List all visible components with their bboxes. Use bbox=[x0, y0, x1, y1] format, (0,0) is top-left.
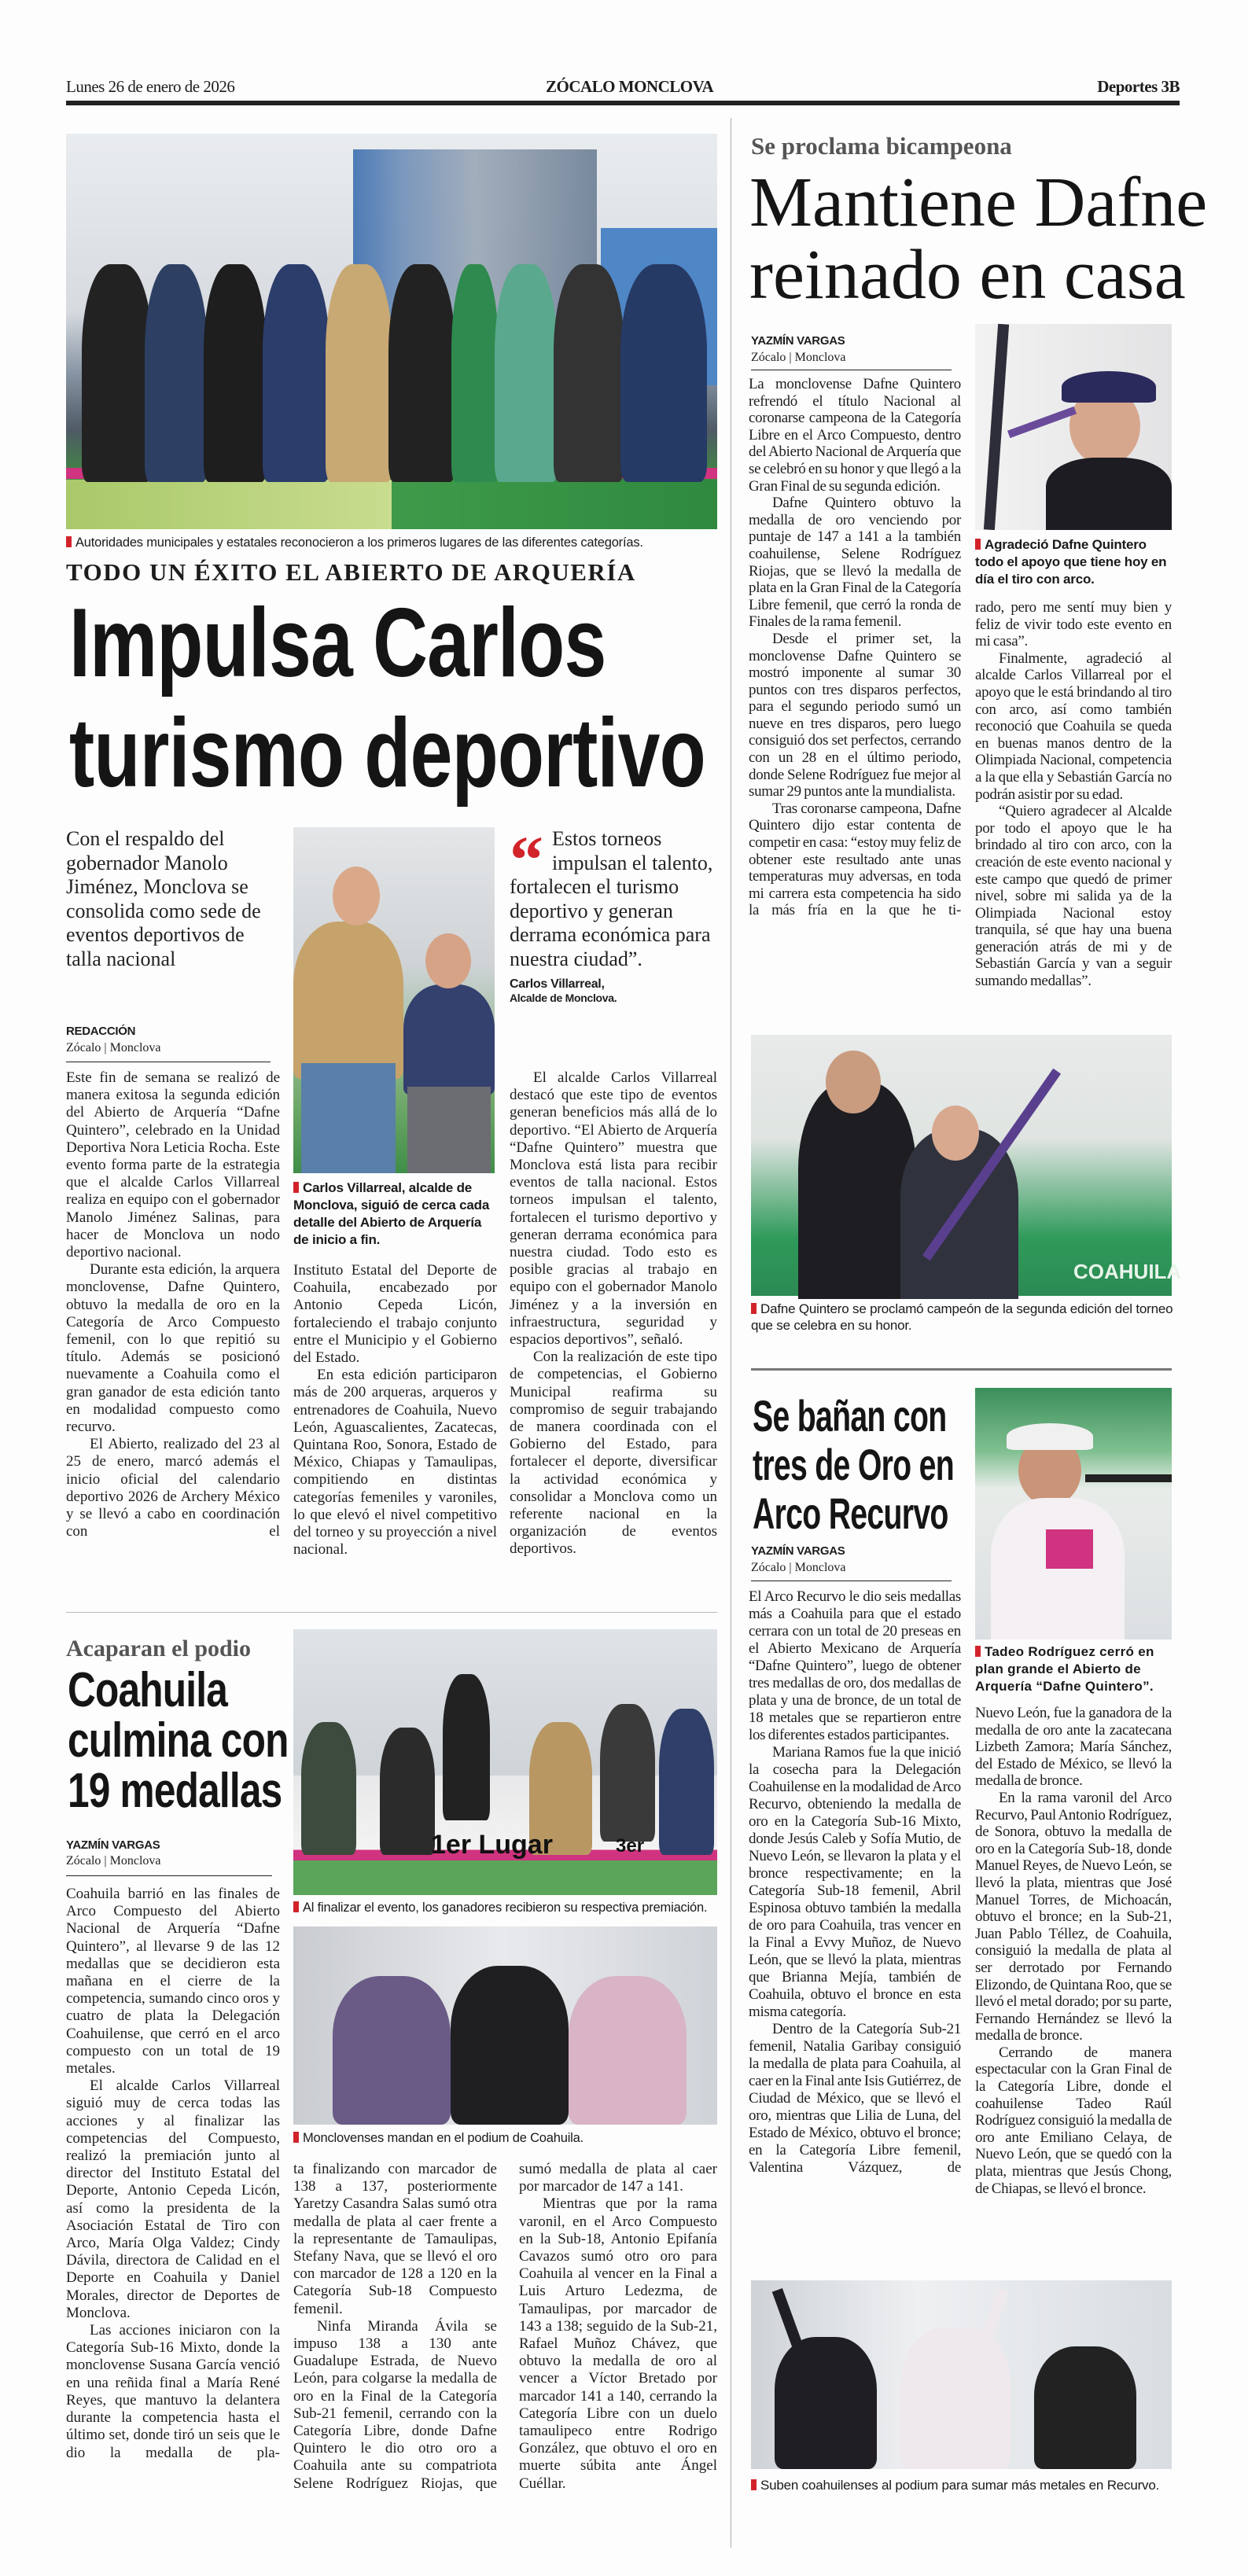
caption-marker-icon bbox=[66, 536, 72, 547]
podium-photo-caption bbox=[293, 1900, 734, 1916]
caption-text: Suben coahuilenses al podium para sumar más metales en Recurvo. bbox=[760, 2478, 1160, 2493]
headline-line: 19 medallas bbox=[68, 1764, 282, 1818]
podio-headline bbox=[68, 1665, 289, 1816]
caption-text: Agradeció Dafne Quintero todo el apoyo que tiene hoy en día el tiro con arco. bbox=[975, 537, 1167, 587]
paragraph: Mientras que por la rama varonil, en el Arco Compuesto en la Sub-18, Antonio Epifanía Cavazos sumó otro oro para Coahuila al vencer en la Final a Luis Arturo Ledezma, de Tamaulipas, por marcador de 143 a 138; seguido de la Sub-21, Rafael Muñoz Chávez, que obtuvo la medalla de oro al vencer a Víctor Bretado por marcador 141 a 140, cerrando la Categoría Libre con un duelo tamaulipeco entre Rodrigo González, que obtuvo el oro en muerte súbita ante Ángel Cuéllar. bbox=[519, 2195, 717, 2492]
paragraph: En esta edición participaron más de 200 arqueras, arqueros y entrenadores de Coahuila, Nuevo León, Aguascalientes, Zacatecas, Quintana Roo, Sonora, Estado de México, Chiapas y Tamaulipas, compitiendo en distintas categorías femeniles y varoniles, lo que elevó el nivel competitivo del torneo y su proyección a nivel nacional. bbox=[293, 1367, 497, 1558]
headline-line: reinado en casa bbox=[749, 236, 1186, 314]
recurvo-headline bbox=[753, 1392, 954, 1538]
section-page: Deportes 3B bbox=[1097, 77, 1180, 96]
paragraph: Cerrando de manera espectacular con la Gran Final de la Categoría Libre, donde el coahuilense Tadeo Raúl Rodríguez consiguió la medalla de oro ante Emiliano Celaya, de Nuevo León, que se quedó con la plata, mientras que Jesús Chong, de Chiapas, se llevó el bronce. bbox=[975, 2044, 1172, 2197]
page-date: Lunes 26 de enero de 2026 bbox=[66, 77, 235, 96]
main-col-1 bbox=[66, 1069, 280, 1540]
quote-text: Estos torneos impulsan el talento, fortalecen el turismo deportivo y generan derrama económica para nuestra ciudad”. bbox=[510, 827, 713, 970]
paragraph: Ninfa Miranda Ávila se impuso 138 a 130 ante Guadalupe Estrada, de Nuevo León, para colgarse la medalla de oro en la Final de la Categoría Sub-21 femenil, cerrando con la Categoría Libre, donde Dafne Quintero le dio otro oro a Coahuila ante su compatriota Selene Rodríguez Riojas, que bbox=[293, 2317, 497, 2492]
tadeo-photo bbox=[975, 1388, 1172, 1639]
quote-role: Alcalde de Monclova. bbox=[510, 992, 617, 1004]
monclovenses-photo-caption bbox=[293, 2130, 734, 2147]
paragraph: ta finalizando con marcador de 138 a 137, posteriormente Yaretzy Casandra Salas sumó otra medalla de plata al caer frente a la representante de Tamaulipas, Stefany Nava, que se llevó el oro con marcador de 128 a 120 en la Categoría Sub-18 Compuesto femenil. bbox=[293, 2161, 497, 2317]
pull-quote bbox=[510, 822, 717, 1004]
dafne-archer-photo bbox=[975, 324, 1172, 530]
headline-line: Arco Recurvo bbox=[753, 1489, 948, 1538]
paragraph: Nuevo León, fue la ganadora de la medalla de oro ante la zacatecana Lizbeth Zamora; María Sánchez, del Estado de México, se llevó la medalla de bronce. bbox=[975, 1705, 1172, 1790]
main-headline bbox=[69, 588, 705, 808]
byline-place: Zócalo | Monclova bbox=[751, 351, 846, 364]
paragraph: Instituto Estatal del Deporte de Coahuila, encabezado por Antonio Cepeda Licón, fortaleciendo el trabajo conjunto entre el Municipio y el Gobierno del Estado. bbox=[293, 1262, 497, 1367]
byline-author: YAZMÍN VARGAS bbox=[751, 334, 845, 348]
photo-banner-text: COAHUILA bbox=[1073, 1260, 1182, 1283]
newspaper-name: ZÓCALO MONCLOVA bbox=[546, 77, 714, 96]
caption-marker-icon bbox=[975, 1646, 981, 1657]
podium-photo bbox=[293, 1629, 717, 1895]
paragraph: Tras coronarse campeona, Dafne Quintero dijo estar contenta de competir en casa: “estoy muy feliz de obtener este resultado ante unas temperaturas muy adversas, en toda mi carrera esta competencia ha sido la más fría en la que he ti- bbox=[749, 800, 961, 919]
byline-author: REDACCIÓN bbox=[66, 1025, 136, 1038]
caption-text: Carlos Villarreal, alcalde de Monclova, siguió de cerca cada detalle del Abierto de Arquería de inicio a fin. bbox=[293, 1180, 490, 1247]
section-title: TODO UN ÉXITO EL ABIERTO DE ARQUERÍA bbox=[66, 558, 636, 586]
caption-marker-icon bbox=[975, 539, 981, 550]
recurvo-podium-photo bbox=[751, 2280, 1172, 2469]
paragraph: El alcalde Carlos Villarreal destacó que este tipo de eventos generan beneficios más allá de lo deportivo. “El Abierto de Arquería “Dafne Quintero” muestra que Monclova está lista para recibir eventos de talla nacional. Estos torneos impulsan el talento, fortalecen el turismo deportivo y generan derrama económica para nuestra ciudad. Todo esto es posible gracias al trabajo en equipo con el gobernador Manolo Jiménez y a la inversión en infraestructura, seguridad y espacios deportivos”, señaló. bbox=[510, 1069, 717, 1349]
headline-line: Se bañan con bbox=[753, 1391, 947, 1441]
paragraph: En la rama varonil del Arco Recurvo, Paul Antonio Rodríguez, de Sonora, obtuvo la medalla de oro en la Categoría Sub-18, donde Manuel Reyes, de Nuevo León, se llevó la plata, mientras que José Manuel Torres, de Michoacán, obtuvo el bronce; en la Sub-21, Juan Pablo Téllez, de Coahuila, consiguió la medalla de plata al ser derrotado por Fernando Elizondo, de Quintana Roo, que se llevó el metal dorado; por su parte, Fernando Hernández se llevó la medalla de bronce. bbox=[975, 1789, 1172, 2044]
mayor-photo bbox=[293, 827, 495, 1173]
main-col-2 bbox=[293, 1262, 497, 1558]
caption-text: Al finalizar el evento, los ganadores recibieron su respectiva premiación. bbox=[303, 1901, 708, 1915]
dafne-headline bbox=[749, 164, 1208, 314]
paragraph: Durante esta edición, la arquera monclovense, Dafne Quintero, obtuvo la medalla de oro en la Categoría de Arco Compuesto femenil, con lo que repitió su título. Además se posicionó nuevamente a Coahuila como el gran ganador de esta edición tanto en modalidad compuesto como recurvo. bbox=[66, 1261, 280, 1436]
paragraph: Coahuila barrió en las finales de Arco Compuesto del Abierto Nacional de Arquería “Dafne Quintero”, al llevarse 9 de las 12 medallas que se decidieron esta mañana en el cierre de la competencia, sumando cinco oros y cuatro de plata la Delegación Coahuilense, que cerró en el arco compuesto con un total de 19 metales. bbox=[66, 1886, 280, 2077]
byline-place: Zócalo | Monclova bbox=[66, 1854, 161, 1868]
paragraph: La monclovense Dafne Quintero refrendó el título Nacional al coronarse campeona de la Categoría Libre en el Arco Compuesto, dentro del Abierto Nacional de Arquería que se celebró en su honor y que llegó a la Gran Final de su segunda edición. bbox=[749, 376, 962, 495]
headline-line: turismo deportivo bbox=[69, 699, 705, 808]
paragraph: Dentro de la Categoría Sub-21 femenil, Natalia Garibay consiguió la medalla de plata para Coahuila, al caer en la Final ante Isis Gutiérrez, de Ciudad de México, que se llevó el oro, mientras que Lilia de Luna, del Estado de México, obtuvo el bronce; en la Categoría Libre femenil, Valentina Vázquez, de bbox=[749, 2021, 961, 2176]
podium-third-label: 3er bbox=[616, 1835, 645, 1857]
byline-author: YAZMÍN VARGAS bbox=[751, 1544, 845, 1558]
tadeo-photo-caption bbox=[975, 1643, 1172, 1695]
main-col-3 bbox=[510, 1069, 717, 1558]
paragraph: El Arco Recurvo le dio seis medallas más a Coahuila para que el estado cerrara con un total de 20 preseas en el Abierto Mexicano de Arquería “Dafne Quintero”, luego de obtener tres medallas de oro, dos medallas de plata y una de bronce, de un total de 18 metales que se repartieron entre los diferentes estados participantes. bbox=[749, 1588, 961, 1743]
dafne-celebration-caption bbox=[751, 1301, 1176, 1334]
recurvo-col-b bbox=[975, 1705, 1172, 2197]
dafne-archer-caption bbox=[975, 536, 1172, 588]
quote-author: Carlos Villarreal, bbox=[510, 977, 605, 991]
group-photo bbox=[66, 134, 717, 529]
caption-text: Dafne Quintero se proclamó campeón de la segunda edición del torneo que se celebra en su honor. bbox=[751, 1301, 1173, 1333]
podio-col-3 bbox=[519, 2161, 717, 2493]
group-photo-caption bbox=[66, 535, 717, 551]
byline-rule bbox=[66, 1875, 272, 1876]
headline-line: tres de Oro en bbox=[753, 1440, 954, 1489]
dafne-kicker: Se proclama bicampeona bbox=[751, 132, 1012, 160]
deck: Con el respaldo del gobernador Manolo Jiménez, Monclova se consolida como sede de eventos deportivos de talla nacional bbox=[66, 827, 261, 970]
podio-kicker: Acaparan el podio bbox=[66, 1636, 252, 1662]
paragraph: Con la realización de este tipo de competencias, el Gobierno Municipal reafirma su compromiso de seguir trabajando de manera coordinada con el Gobierno del Estado, para fortalecer el deporte, diversificar la actividad económica y consolidar a Monclova como un referente nacional en la organización de eventos deportivos. bbox=[510, 1349, 717, 1558]
headline-line: Impulsa Carlos bbox=[69, 589, 606, 697]
mayor-photo-caption bbox=[293, 1179, 496, 1249]
paragraph: Las acciones iniciaron con la Categoría Sub-16 Mixto, donde la monclovense Susana García venció en una reñida final a María René Reyes, que mantuvo la delantera durante la competencia hasta el último set, donde tiró un seis que le dio la medalla de pla- bbox=[66, 2322, 280, 2461]
caption-text: Monclovenses mandan en el podium de Coahuila. bbox=[303, 2131, 584, 2145]
podium-first-label: 1er Lugar bbox=[431, 1830, 553, 1860]
paragraph: Desde el primer set, la monclovense Dafne Quintero se mostró imponente al sumar 30 puntos con tres disparos perfectos, para el segundo periodo sumó un nueve en tres disparos, pero luego consiguió dos set perfectos, cerrando con un 28 en el último periodo, donde Selene Rodríguez fue mejor al sumar 29 puntos ante la mundialista. bbox=[749, 630, 961, 800]
paragraph: Este fin de semana se realizó de manera exitosa la segunda edición del Abierto de Arquería “Dafne Quintero”, celebrado en la Unidad Deportiva Nora Leticia Rocha. Este evento forma parte de la estrategia que el alcalde Carlos Villarreal realiza en equipo con el gobernador Manolo Jiménez Salinas, para hacer de Monclova un nodo deportivo nacional. bbox=[66, 1069, 280, 1261]
recurvo-podium-caption bbox=[751, 2477, 1176, 2493]
caption-marker-icon bbox=[293, 1901, 299, 1912]
paragraph: Dafne Quintero obtuvo la medalla de oro venciendo por puntaje de 147 a 141 a la también coahuilense, Selene Rodríguez Riojas, que se llevó la medalla de plata en la Gran Final de la Categoría Libre femenil, que cerró la ronda de Finales de la rama femenil. bbox=[749, 495, 961, 631]
quote-icon: “ bbox=[510, 822, 543, 897]
dafne-col-b bbox=[975, 599, 1172, 990]
paragraph: El Abierto, realizado del 23 al 25 de enero, marcó además el inicio oficial del calendario deportivo 2026 de Archery México y se llevó a cabo en coordinación con el bbox=[66, 1436, 280, 1540]
header-rule bbox=[66, 101, 1180, 105]
podio-col-2 bbox=[293, 2161, 497, 2493]
caption-text: Autoridades municipales y estatales reconocieron a los primeros lugares de las diferentes categorías. bbox=[75, 535, 643, 550]
byline-author: YAZMÍN VARGAS bbox=[66, 1838, 160, 1852]
section-rule bbox=[751, 1368, 1172, 1371]
byline-place: Zócalo | Monclova bbox=[66, 1041, 161, 1054]
headline-line: Coahuila bbox=[68, 1663, 228, 1717]
caption-marker-icon bbox=[293, 1182, 299, 1193]
dafne-celebration-photo bbox=[751, 1035, 1182, 1296]
paragraph: “Quiero agradecer al Alcalde por todo el apoyo que le ha brindado al tiro con arco, con la creación de este evento nacional y este campo que quedó de primer nivel, sobre mi salida ya de la Olimpiada Nacional estoy tranquila, sé que hay una buena generación atrás de mi y de Sebastián García y van a seguir sumando medallas”. bbox=[975, 803, 1172, 990]
section-rule bbox=[66, 1612, 717, 1613]
podio-col-1 bbox=[66, 1886, 280, 2462]
paragraph: rado, pero me sentí muy bien y feliz de vivir todo este evento en mi casa”. bbox=[975, 599, 1172, 650]
paragraph: Mariana Ramos fue la que inició la cosecha para la Delegación Coahuilense en la modalidad de Arco Recurvo, obteniendo la medalla de oro en la Categoría Sub-16 Mixto, donde Jesús Caleb y Sofía Mutio, de Nuevo León, se llevaron la plata y el bronce respectivamente; en la Categoría Sub-18 femenil, Abril Espinosa obtuvo también la medalla de oro para Coahuila, tras vencer en la Final a Evvy Muñoz, de Nuevo León, que se llevó la plata, mientras que Brianna Mejía, también de Coahuila, obtuvo el bronce en esta misma categoría. bbox=[749, 1744, 961, 2020]
paragraph: El alcalde Carlos Villarreal siguió muy de cerca todas las acciones y al finalizar las competencias del Compuesto, realizó la premiación junto al director del Instituto Estatal del Deporte, Antonio Cepeda Licón, así como la presidenta de la Asociación Estatal de Tiro con Arco, María Olga Valdez; Cindy Dávila, directora de Calidad en el Deporte en Coahuila y Daniel Morales, director de Deportes de Monclova. bbox=[66, 2077, 280, 2321]
paragraph: Finalmente, agradeció al alcalde Carlos Villarreal por el apoyo que le está brindando al tiro con arco, así como también reconoció que Coahuila se queda en buenas manos dentro de la Olimpiada Nacional, competencia a la que ella y Sebastián García no podrán asistir por su edad. bbox=[975, 650, 1172, 803]
recurvo-col-a bbox=[749, 1588, 961, 2177]
caption-marker-icon bbox=[751, 1303, 757, 1314]
headline-line: culmina con bbox=[68, 1713, 289, 1768]
headline-line: Mantiene Dafne bbox=[749, 164, 1208, 241]
dafne-col-a bbox=[749, 376, 961, 919]
byline-place: Zócalo | Monclova bbox=[751, 1561, 846, 1574]
caption-text: Tadeo Rodríguez cerró en plan grande el Abierto de Arquería “Dafne Quintero”. bbox=[975, 1644, 1154, 1694]
caption-marker-icon bbox=[293, 2132, 299, 2143]
monclovenses-photo bbox=[293, 1926, 717, 2125]
caption-marker-icon bbox=[751, 2479, 757, 2490]
paragraph: sumó medalla de plata al caer por marcador de 147 a 141. bbox=[519, 2161, 717, 2195]
